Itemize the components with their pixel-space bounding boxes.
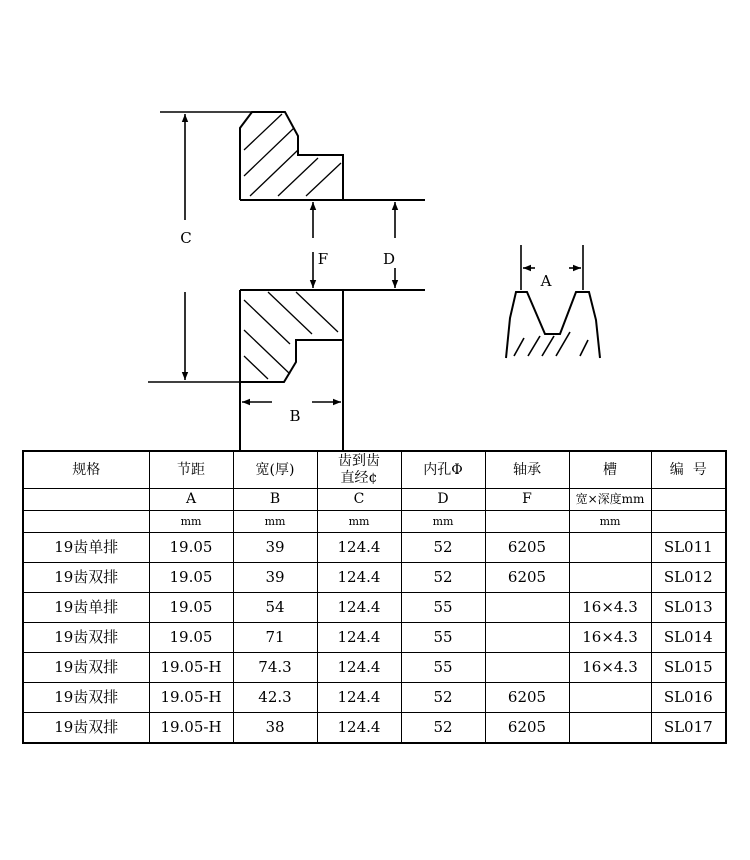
header-bore: 内孔Φ [401, 451, 485, 489]
bearing-cell: 6205 [485, 683, 569, 713]
unit-row [23, 511, 726, 533]
bearing-cell: 6205 [485, 533, 569, 563]
width-cell: 42.3 [233, 683, 317, 713]
diameter-cell: 124.4 [317, 653, 401, 683]
code-cell: SL013 [651, 593, 726, 623]
bearing-cell [485, 623, 569, 653]
bore-lines [240, 200, 425, 450]
groove-cell [569, 683, 651, 713]
groove-cell: 16×4.3 [569, 623, 651, 653]
table-row [23, 713, 726, 744]
bearing-cell: 6205 [485, 713, 569, 744]
header-tooth-line2: 直经¢ [340, 470, 378, 486]
spec-cell: 19齿双排 [23, 713, 149, 744]
dimension-c [148, 112, 252, 382]
unit-cell: mm [233, 511, 317, 533]
table-row [23, 533, 726, 563]
width-cell: 39 [233, 563, 317, 593]
unit-cell [23, 511, 149, 533]
table-row [23, 563, 726, 593]
dimension-c-label: C [180, 229, 192, 247]
width-cell: 38 [233, 713, 317, 744]
pitch-cell: 19.05 [149, 533, 233, 563]
width-cell: 39 [233, 533, 317, 563]
code-cell: SL014 [651, 623, 726, 653]
width-cell: 54 [233, 593, 317, 623]
groove-cell [569, 563, 651, 593]
letter-cell: F [485, 489, 569, 511]
groove-detail [506, 245, 600, 358]
unit-cell: mm [149, 511, 233, 533]
diameter-cell: 124.4 [317, 593, 401, 623]
header-pitch: 节距 [149, 451, 233, 489]
spec-cell: 19齿双排 [23, 563, 149, 593]
unit-cell [651, 511, 726, 533]
bore-cell: 52 [401, 683, 485, 713]
unit-cell: mm [401, 511, 485, 533]
bore-cell: 55 [401, 623, 485, 653]
letter-cell: C [317, 489, 401, 511]
letter-row [23, 489, 726, 511]
code-cell: SL015 [651, 653, 726, 683]
bore-cell: 52 [401, 563, 485, 593]
diameter-cell: 124.4 [317, 623, 401, 653]
bore-cell: 55 [401, 653, 485, 683]
bearing-cell: 6205 [485, 563, 569, 593]
diameter-cell: 124.4 [317, 533, 401, 563]
groove-cell: 16×4.3 [569, 653, 651, 683]
unit-cell [485, 511, 569, 533]
dimension-a-label: A [540, 272, 552, 290]
bore-cell: 55 [401, 593, 485, 623]
width-cell: 74.3 [233, 653, 317, 683]
spec-cell: 19齿双排 [23, 653, 149, 683]
header-code: 编 号 [651, 451, 726, 489]
dimension-d-label: D [382, 250, 396, 268]
bore-cell: 52 [401, 533, 485, 563]
groove-cell: 16×4.3 [569, 593, 651, 623]
spec-cell: 19齿双排 [23, 683, 149, 713]
code-cell: SL011 [651, 533, 726, 563]
pitch-cell: 19.05-H [149, 683, 233, 713]
pitch-cell: 19.05 [149, 563, 233, 593]
diameter-cell: 124.4 [317, 683, 401, 713]
table-row [23, 653, 726, 683]
width-cell: 71 [233, 623, 317, 653]
letter-cell: B [233, 489, 317, 511]
code-cell: SL017 [651, 713, 726, 744]
pitch-cell: 19.05 [149, 623, 233, 653]
diameter-cell: 124.4 [317, 563, 401, 593]
header-groove: 槽 [569, 451, 651, 489]
letter-cell: 宽×深度mm [569, 489, 651, 511]
code-cell: SL012 [651, 563, 726, 593]
dimension-b-label: B [289, 407, 301, 425]
pitch-cell: 19.05 [149, 593, 233, 623]
table-row [23, 593, 726, 623]
bearing-cell [485, 653, 569, 683]
sprocket-section-lower [240, 290, 343, 382]
header-width: 宽(厚) [233, 451, 317, 489]
groove-cell [569, 713, 651, 744]
letter-cell: A [149, 489, 233, 511]
table-row [23, 623, 726, 653]
code-cell: SL016 [651, 683, 726, 713]
diameter-cell: 124.4 [317, 713, 401, 744]
section-hatch-lower [244, 292, 338, 379]
letter-cell [23, 489, 149, 511]
unit-cell: mm [317, 511, 401, 533]
header-tooth-diameter [317, 451, 401, 489]
header-spec: 规格 [23, 451, 149, 489]
header-tooth-line1: 齿到齿 [338, 453, 380, 469]
letter-cell [651, 489, 726, 511]
bore-cell: 52 [401, 713, 485, 744]
unit-cell: mm [569, 511, 651, 533]
pitch-cell: 19.05-H [149, 713, 233, 744]
spec-cell: 19齿单排 [23, 533, 149, 563]
table-row [23, 683, 726, 713]
letter-cell: D [401, 489, 485, 511]
spec-cell: 19齿双排 [23, 623, 149, 653]
bearing-cell [485, 593, 569, 623]
pitch-cell: 19.05-H [149, 653, 233, 683]
spec-table [22, 450, 727, 744]
header-row [23, 451, 726, 489]
groove-cell [569, 533, 651, 563]
header-bearing: 轴承 [485, 451, 569, 489]
dimension-f-label: F [317, 250, 329, 268]
spec-cell: 19齿单排 [23, 593, 149, 623]
